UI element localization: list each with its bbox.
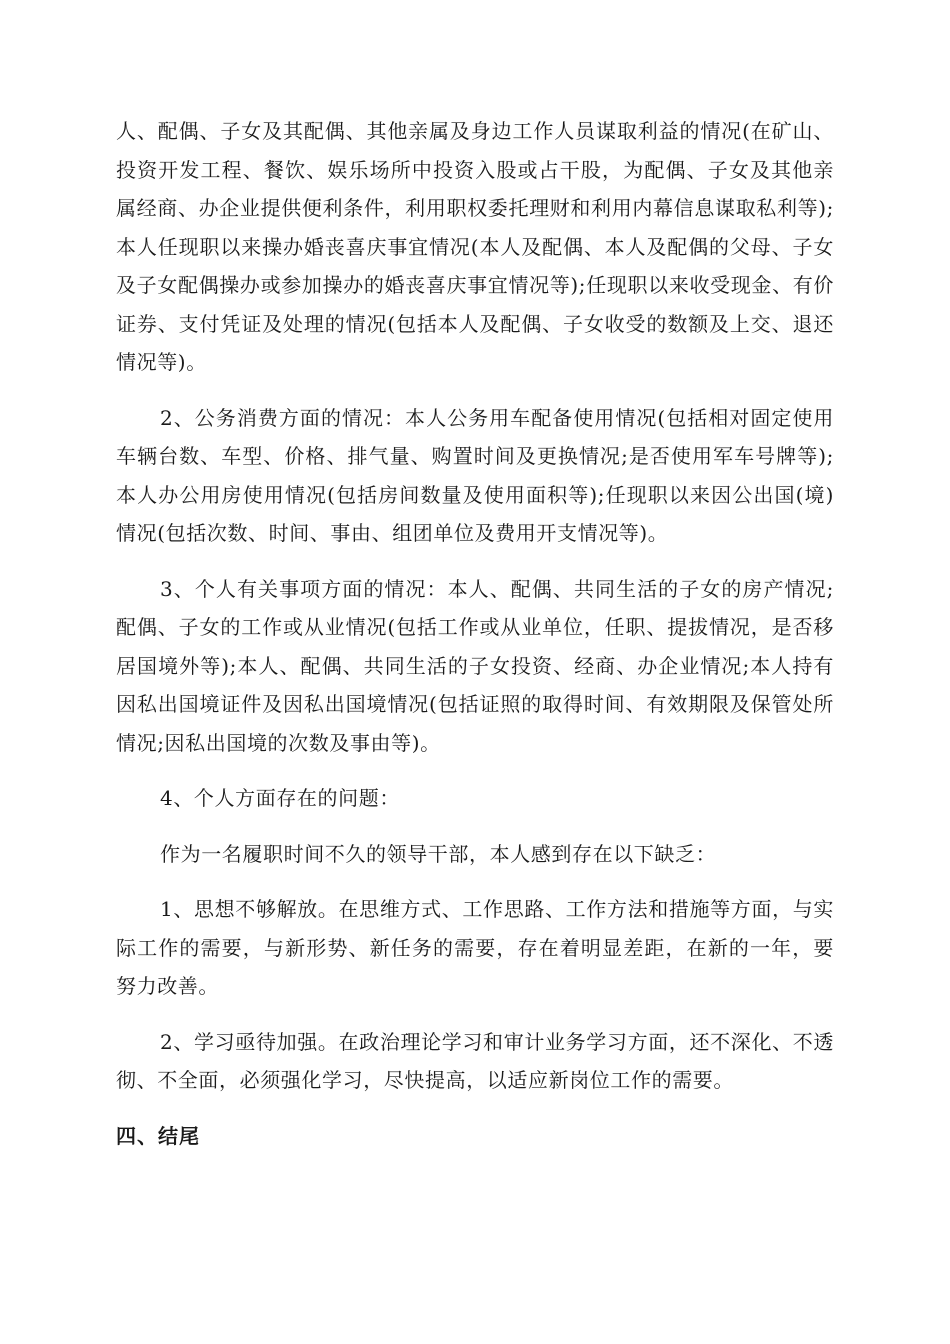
paragraph-official-consumption: 2、公务消费方面的情况：本人公务用车配备使用情况(包括相对固定使用车辆台数、车型、价格、排气量、购置时间及更换情况;是否使用军车号牌等);本人办公用房使用情况(包括房间数量及使用面积等);任现职以来因公出国(境)情况(包括次数、时间、事由、组团单位及费用开支情况等)。 [116,405,834,545]
paragraph-shortcomings-intro: 作为一名履职时间不久的领导干部，本人感到存在以下缺乏： [160,841,717,866]
paragraph-personal-matters: 3、个人有关事项方面的情况：本人、配偶、共同生活的子女的房产情况;配偶、子女的工作或从业情况(包括工作或从业单位，任职、提拔情况，是否移居国境外等);本人、配偶、共同生活的子女投资、经商、办企业情况;本人持有因私出国境证件及因私出国境情况(包括证照的取得时间、有效期限及保管处所情况;因私出国境的次数及事由等)。 [116,576,834,755]
paragraph-point-2: 2、学习亟待加强。在政治理论学习和审计业务学习方面，还不深化、不透彻、不全面，必须强化学习，尽快提高，以适应新岗位工作的需要。 [116,1029,834,1092]
paragraph-point-1: 1、思想不够解放。在思维方式、工作思路、工作方法和措施等方面，与实际工作的需要，与新形势、新任务的需要，存在着明显差距，在新的一年，要努力改善。 [116,897,834,998]
paragraph-personal-problems: 4、个人方面存在的问题： [160,786,400,810]
document-page [116,112,834,1155]
paragraph-continuation: 人、配偶、子女及其配偶、其他亲属及身边工作人员谋取利益的情况(在矿山、投资开发工程、餐饮、娱乐场所中投资入股或占干股，为配偶、子女及其他亲属经商、办企业提供便利条件，利用职权委托理财和利用内幕信息谋取私利等);本人任现职以来操办婚丧喜庆事宜情况(本人及配偶、本人及配偶的父母、子女及子女配偶操办或参加操办的婚丧喜庆事宜情况等);任现职以来收受现金、有价证券、支付凭证及处理的情况(包括本人及配偶、子女收受的数额及上交、退还情况等)。 [116,119,834,374]
section-heading-conclusion: 四、结尾 [116,1123,200,1148]
